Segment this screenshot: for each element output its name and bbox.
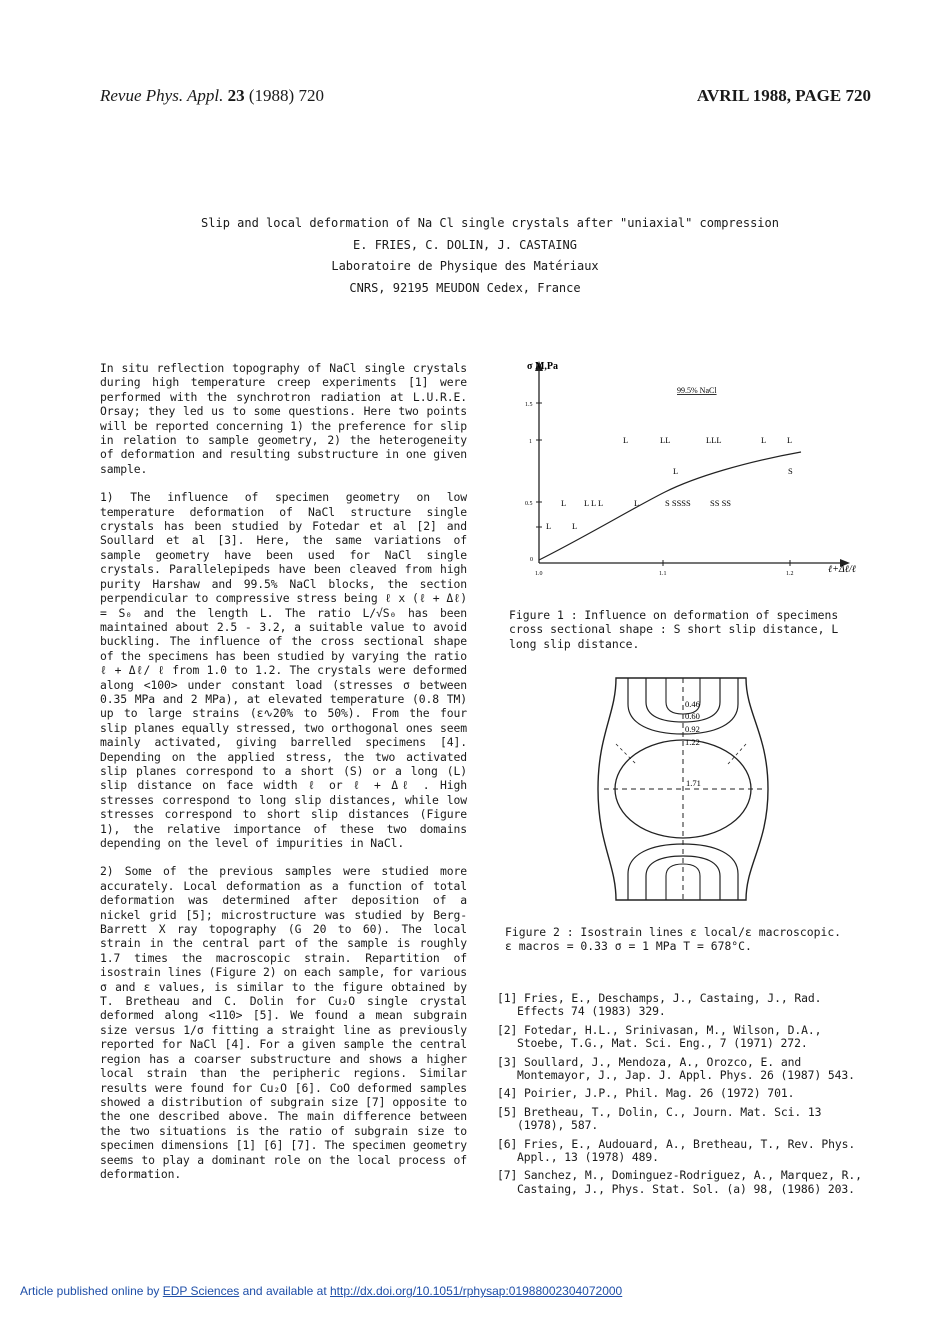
isostrain-labels: [685, 699, 701, 788]
paragraph-geometry: 1) The influence of specimen geometry on low temperature deformation of NaCl structure single crystals has been studied by Fotedar et al [2] and Soullard et al [3]. Here, the same variations of sample geometry have been used for NaCl single crystals. Parallelepipeds have been cleaved from high purity Harshaw and 99.5% NaCl blocks, the section perpendicular to compressive stress being ℓ x (ℓ + Δℓ) = S₀ and the length L. The ratio L/√S₀ has been maintained about 2.5 - 3.2, a suitable value to avoid buckling. The influence of the cross sectional shape of the specimens has been studied by varying the ratio ℓ + Δℓ/ ℓ from 1.0 to 1.2. The crystals were deformed along <100> under constant load (stresses σ between 0.35 MPa and 2 MPa), at elevated temperature (0.8 TM) up to large strains (ε∿20% to 50%). From the four slip planes equally stressed, two orthogonal ones seem mainly activated, giving barrelled specimens [4]. Depending on the applied stress, the two activated slip planes correspond to a short (S) or a long (L) slip distance on face width ℓ or ℓ + Δℓ . High stresses correspond to long slip distances, while low stresses correspond to short slip distances (Figure 1), the relative importance of these two domains depending on the level of impurities in NaCl.: [100, 490, 467, 850]
y-tick-label: 1: [529, 439, 532, 445]
y-tick-label: 0.5: [525, 501, 533, 507]
figure-2-caption-line2: ε macros = 0.33 σ = 1 MPa T = 678°C.: [505, 939, 752, 954]
footer-middle: and available at: [239, 1284, 330, 1298]
marker-L: L: [572, 521, 578, 531]
marker-L: L: [546, 521, 552, 531]
material-label: 99.5% NaCl: [677, 386, 717, 395]
x-axis-label: ℓ+Δℓ/ℓ: [828, 564, 856, 575]
reference-item: [1] Fries, E., Deschamps, J., Castaing, J., Rad. Effects 74 (1983) 329.: [497, 991, 822, 1019]
body-column: [100, 361, 467, 1195]
marker-L: L L L: [584, 498, 604, 508]
marker-L: L: [561, 498, 567, 508]
affiliation: Laboratoire de Physique des Matériaux: [331, 259, 599, 273]
diagonal-dash: [616, 744, 636, 764]
marker-L: L: [623, 435, 629, 445]
journal-year-page: (1988) 720: [248, 86, 324, 105]
title-block: [0, 213, 930, 299]
paragraph-local-deformation: 2) Some of the previous samples were studied more accurately. Local deformation as a function of total deformation was determined after deposition of a nickel grid [5]; microstructure was studied by Berg-Barrett X ray topography (G 20 to 60). The local strain in the central part of the sample is roughly 1.7 times the macroscopic strain. Repartition of isostrain lines (Figure 2) on each sample, for various σ and ε values, is similar to the figure obtained by T. Bretheau and C. Dolin for Cu₂O single crystal deformed along <110> [5]. We found a mean subgrain size versus 1/σ fitting a straight line as previously reported for NaCl [4]. For a given sample the central region has a coarser substructure and shows a higher local strain than the peripheric regions. Similar results were found for Cu₂O [6]. CoO deformed samples showed a distribution of subgrain size [7] opposite to the one described above. The main difference between the two situations is the ratio of subgrain size to specimen dimensions [1] [6] [7]. The specimen geometry seems to play a dominant role on the local process of deformation.: [100, 864, 467, 1181]
marker-L: L: [787, 435, 793, 445]
marker-S: SS SS: [710, 498, 732, 508]
reference-item: [6] Fries, E., Audouard, A., Bretheau, T., Rev. Phys. Appl., 13 (1978) 489.: [497, 1136, 856, 1165]
x-tick-label: 1.2: [786, 571, 794, 577]
level-label: 0.60: [685, 711, 700, 721]
authors: E. FRIES, C. DOLIN, J. CASTAING: [353, 237, 577, 252]
x-tick-label: 1.0: [535, 571, 543, 577]
reference-item: [4] Poirier, J.P., Phil. Mag. 26 (1972) 701.: [497, 1086, 795, 1101]
marker-L: LL: [660, 435, 671, 445]
journal-volume: 23: [227, 86, 245, 105]
reference-item: [7] Sanchez, M., Dominguez-Rodriguez, A., Marquez, R., Castaing, J., Phys. Stat. Sol. (a) 98, (1986) 203.: [497, 1168, 862, 1196]
paper-title: Slip and local deformation of Na Cl single crystals after "uniaxial" compression: [201, 216, 779, 230]
figure-2-caption: [505, 925, 865, 954]
figure-2-caption-line1: Figure 2 : Isostrain lines ε local/ε macroscopic.: [505, 925, 842, 939]
marker-L: L: [761, 435, 767, 445]
marker-L: L: [673, 466, 679, 476]
x-tick-label: 1.1: [659, 571, 667, 577]
y-axis-label: σ M,Pa: [527, 361, 558, 372]
reference-item: [3] Soullard, J., Mendoza, A., Orozco, E. and Montemayor, J., Jap. J. Appl. Phys. 26 (1987) 543.: [497, 1054, 855, 1083]
marker-L: LLL: [706, 435, 722, 445]
footer-prefix: Article published online by: [20, 1284, 163, 1298]
y-tick-label: 1.5: [525, 402, 533, 408]
figure-1-caption: Figure 1 : Influence on deformation of specimens cross sectional shape : S short slip distance, L long slip distance.: [509, 608, 839, 651]
figure-1-chart: [505, 357, 870, 582]
level-label: 0.92: [685, 724, 700, 734]
y-tick-label: 0: [530, 557, 533, 563]
publication-footer: [20, 1284, 622, 1298]
marker-L: L: [634, 498, 640, 508]
publisher-link[interactable]: EDP Sciences: [162, 1284, 240, 1298]
running-header-right: AVRIL 1988, PAGE 720: [696, 86, 871, 105]
figure-2-diagram: [596, 674, 771, 919]
slip-markers: [546, 435, 793, 531]
marker-S: S: [788, 466, 793, 476]
marker-S: S SSSS: [665, 498, 691, 508]
level-label: 1.22: [685, 737, 700, 747]
running-header-left: [100, 86, 324, 106]
references-list: [497, 992, 869, 1201]
paragraph-intro: In situ reflection topography of NaCl single crystals during high temperature creep experiments [1] were performed with the synchrotron radiation at L.U.R.E. Orsay; they led us to some questions. Here two points will be reported concerning 1) the preference for slip in relation to sample geometry, 2) the heterogeneity of deformation and resulting substructure in one given sample.: [100, 361, 467, 476]
reference-item: [2] Fotedar, H.L., Srinivasan, M., Wilson, D.A., Stoebe, T.G., Mat. Sci. Eng., 7 (1971) 272.: [497, 1022, 822, 1051]
level-label: 1.71: [686, 778, 701, 788]
doi-link[interactable]: http://dx.doi.org/10.1051/rphysap:01988002304072000: [329, 1284, 623, 1298]
level-label: 0.46: [685, 699, 700, 709]
reference-item: [5] Bretheau, T., Dolin, C., Journ. Mat. Sci. 13 (1978), 587.: [497, 1104, 822, 1133]
address: CNRS, 92195 MEUDON Cedex, France: [349, 280, 581, 295]
journal-name: Revue Phys. Appl.: [100, 86, 224, 105]
